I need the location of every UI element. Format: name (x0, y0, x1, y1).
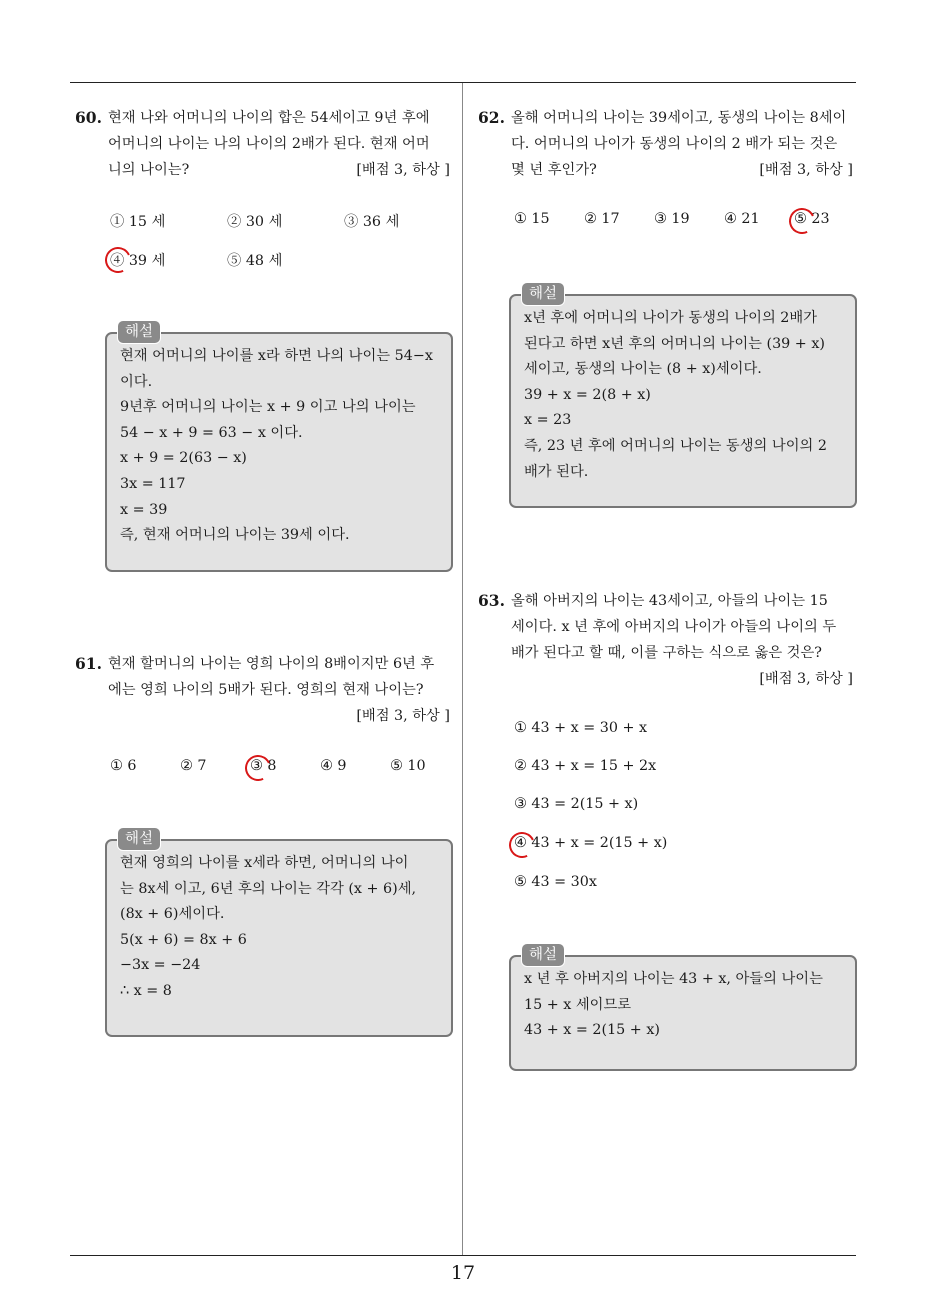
solution-box-60 (105, 324, 453, 572)
question-text: 현재 할머니의 나이는 영희 나이의 8배이지만 6년 후 (108, 656, 435, 672)
solution-line: x + 9 = 2(63 − x) (120, 450, 247, 467)
score-label: [배점 3, 하상 ] (759, 671, 853, 687)
solution-badge: 해설 (521, 943, 565, 967)
choice-4[interactable]: ④ 9 (320, 758, 347, 774)
question-text: 어머니의 나이는 나의 나이의 2배가 된다. 현재 어머 (108, 136, 430, 152)
answer-mark (101, 243, 134, 276)
solution-line: 즉, 현재 어머니의 나이는 39세 이다. (120, 527, 350, 544)
solution-box-62 (509, 286, 857, 508)
question-number: 60. (75, 108, 102, 127)
question-number: 63. (478, 591, 505, 610)
solution-line: 9년후 어머니의 나이는 x + 9 이고 나의 나이는 (120, 399, 416, 416)
question-text: 올해 아버지의 나이는 43세이고, 아들의 나이는 15 (511, 593, 828, 609)
solution-line: (8x + 6)세이다. (120, 906, 225, 923)
choice-4[interactable]: ④ 39 세 (110, 253, 166, 269)
question-text: 세이다. x 년 후에 아버지의 나이가 아들의 나이의 두 (511, 619, 837, 635)
question-61 (75, 651, 455, 703)
choice-3[interactable]: ③ 43 = 2(15 + x) (514, 796, 639, 812)
question-text: 니의 나이는? (108, 162, 190, 178)
choice-3[interactable]: ③ 36 세 (344, 214, 400, 230)
solution-box-63 (509, 947, 857, 1071)
question-text: 에는 영희 나이의 5배가 된다. 영희의 현재 나이는? (108, 682, 424, 698)
choice-1[interactable]: ① 43 + x = 30 + x (514, 720, 648, 736)
answer-mark (241, 751, 277, 784)
page-number: 17 (450, 1262, 476, 1284)
question-63 (478, 588, 860, 666)
answer-mark (505, 828, 538, 861)
solution-badge: 해설 (521, 282, 565, 306)
solution-line: 현재 영희의 나이를 x세라 하면, 어머니의 나이 (120, 855, 409, 871)
solution-line: 5(x + 6) = 8x + 6 (120, 931, 247, 948)
choice-2[interactable]: ② 30 세 (227, 214, 283, 230)
solution-line: 즉, 23 년 후에 어머니의 나이는 동생의 나이의 2 (524, 437, 827, 454)
answer-mark (785, 204, 818, 237)
question-text: 몇 년 후인가? (511, 162, 597, 178)
column-divider (462, 83, 463, 1256)
solution-line: x년 후에 어머니의 나이가 동생의 나이의 2배가 (524, 310, 818, 326)
solution-badge: 해설 (117, 320, 161, 344)
solution-line: 된다고 하면 x년 후의 어머니의 나이는 (39 + x) (524, 335, 825, 352)
choice-1[interactable]: ① 6 (110, 758, 137, 774)
solution-line: 이다. (120, 373, 153, 390)
score-label: [배점 3, 하상 ] (356, 708, 450, 724)
header-rule (70, 82, 856, 83)
question-number: 61. (75, 654, 102, 673)
solution-line: 39 + x = 2(8 + x) (524, 386, 651, 403)
solution-box-61 (105, 831, 453, 1037)
solution-badge: 해설 (117, 827, 161, 851)
choice-5[interactable]: ⑤ 10 (390, 758, 426, 774)
choice-3[interactable]: ③ 8 (250, 758, 277, 774)
choice-1[interactable]: ① 15 세 (110, 214, 166, 230)
choice-5[interactable]: ⑤ 23 (794, 211, 830, 227)
solution-line: x = 39 (120, 501, 168, 518)
solution-line: 15 + x 세이므로 (524, 996, 632, 1013)
solution-line: 54 − x + 9 = 63 − x 이다. (120, 424, 303, 441)
solution-line: 43 + x = 2(15 + x) (524, 1022, 660, 1039)
solution-line: 현재 어머니의 나이를 x라 하면 나의 나이는 54−x (120, 348, 433, 364)
score-label: [배점 3, 하상 ] (759, 162, 853, 178)
footer-rule (70, 1255, 856, 1256)
solution-line: 세이고, 동생의 나이는 (8 + x)세이다. (524, 361, 762, 378)
choice-2[interactable]: ② 43 + x = 15 + 2x (514, 758, 657, 774)
choice-2[interactable]: ② 17 (584, 211, 620, 227)
choice-1[interactable]: ① 15 (514, 211, 550, 227)
choice-4[interactable]: ④ 21 (724, 211, 760, 227)
question-text: 현재 나와 어머니의 나이의 합은 54세이고 9년 후에 (108, 110, 430, 126)
solution-line: x 년 후 아버지의 나이는 43 + x, 아들의 나이는 (524, 971, 823, 987)
solution-line: ∴ x = 8 (120, 982, 172, 999)
question-text: 올해 어머니의 나이는 39세이고, 동생의 나이는 8세이 (511, 110, 847, 126)
solution-line: 배가 된다. (524, 463, 589, 480)
solution-line: 는 8x세 이고, 6년 후의 나이는 각각 (x + 6)세, (120, 880, 417, 897)
choice-4[interactable]: ④ 43 + x = 2(15 + x) (514, 835, 668, 851)
question-text: 다. 어머니의 나이가 동생의 나이의 2 배가 되는 것은 (511, 136, 838, 152)
question-number: 62. (478, 108, 505, 127)
choice-5[interactable]: ⑤ 48 세 (227, 253, 283, 269)
solution-line: 3x = 117 (120, 475, 186, 492)
choice-2[interactable]: ② 7 (180, 758, 207, 774)
question-text: 배가 된다고 할 때, 이를 구하는 식으로 옳은 것은? (511, 645, 822, 661)
solution-line: x = 23 (524, 412, 572, 429)
solution-line: −3x = −24 (120, 957, 201, 974)
score-label: [배점 3, 하상 ] (356, 162, 450, 178)
choice-3[interactable]: ③ 19 (654, 211, 690, 227)
choice-5[interactable]: ⑤ 43 = 30x (514, 874, 597, 890)
